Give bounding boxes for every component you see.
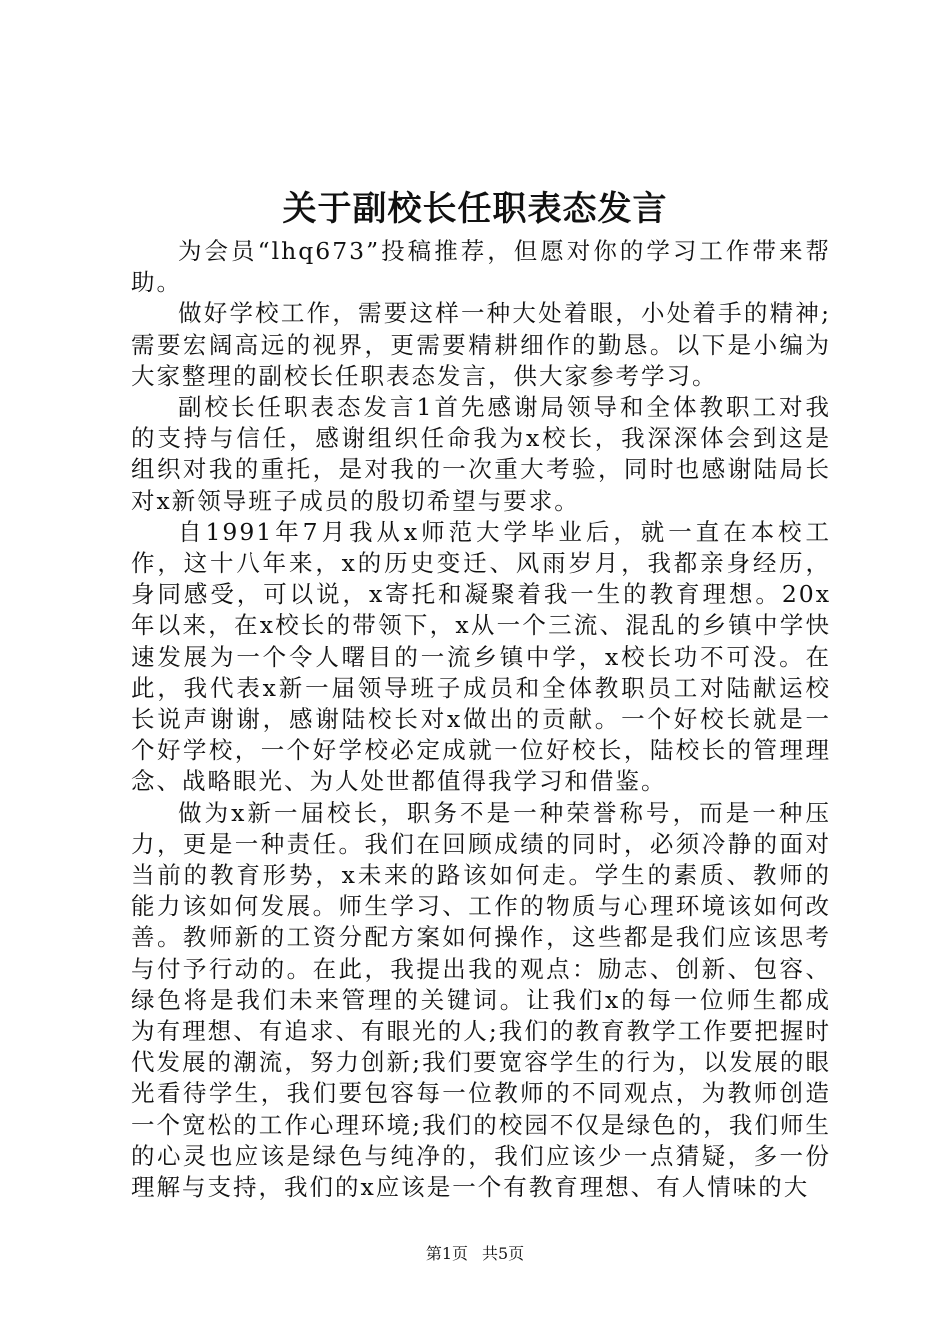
paragraph: 副校长任职表态发言1首先感谢局领导和全体教职工对我的支持与信任，感谢组织任命我为x校长，我深深体会到这是组织对我的重托，是对我的一次重大考验，同时也感谢陆局长对x新领导班子成员的殷切希望与要求。 — [131, 393, 831, 515]
paragraph: 自1991年7月我从x师范大学毕业后，就一直在本校工作，这十八年来，x的历史变迁、风雨岁月，我都亲身经历，身同感受，可以说，x寄托和凝聚着我一生的教育理想。20x年以来，在x校长的带领下，x从一个三流、混乱的乡镇中学快速发展为一个令人曙目的一流乡镇中学，x校长功不可没。在此，我代表x新一届领导班子成员和全体教职员工对陆献运校长说声谢谢，感谢陆校长对x做出的贡献。一个好校长就是一个好学校，一个好学校必定成就一位好校长，陆校长的管理理念、战略眼光、为人处世都值得我学习和借鉴。 — [131, 517, 831, 796]
paragraph: 做为x新一届校长，职务不是一种荣誉称号，而是一种压力，更是一种责任。我们在回顾成绩的同时，必须冷静的面对当前的教育形势，x未来的路该如何走。学生的素质、教师的能力该如何发展。师生学习、工作的物质与心理环境该如何改善。教师新的工资分配方案如何操作，这些都是我们应该思考与付予行动的。在此，我提出我的观点：励志、创新、包容、绿色将是我们未来管理的关键词。让我们x的每一位师生都成为有理想、有追求、有眼光的人;我们的教育教学工作要把握时代发展的潮流，努力创新;我们要宽容学生的行为，以发展的眼光看待学生，我们要包容每一位教师的不同观点，为教师创造一个宽松的工作心理环境;我们的校园不仅是绿色的，我们师生的心灵也应该是绿色与纯净的，我们应该少一点猜疑，多一份理解与支持，我们的x应该是一个有教育理想、有人情味的大 — [131, 798, 831, 1202]
document-title: 关于副校长任职表态发言 — [282, 189, 668, 229]
page-total: 共5页 — [482, 1244, 525, 1263]
document-body — [131, 236, 831, 1203]
page-number: 第1页 — [425, 1244, 468, 1263]
paragraph: 为会员“lhq673”投稿推荐，但愿对你的学习工作带来帮助。 — [131, 237, 831, 297]
page-footer — [0, 1243, 950, 1265]
paragraph: 做好学校工作，需要这样一种大处着眼，小处着手的精神;需要宏阔高远的视界，更需要精耕细作的勤恳。以下是小编为大家整理的副校长任职表态发言，供大家参考学习。 — [131, 299, 831, 390]
